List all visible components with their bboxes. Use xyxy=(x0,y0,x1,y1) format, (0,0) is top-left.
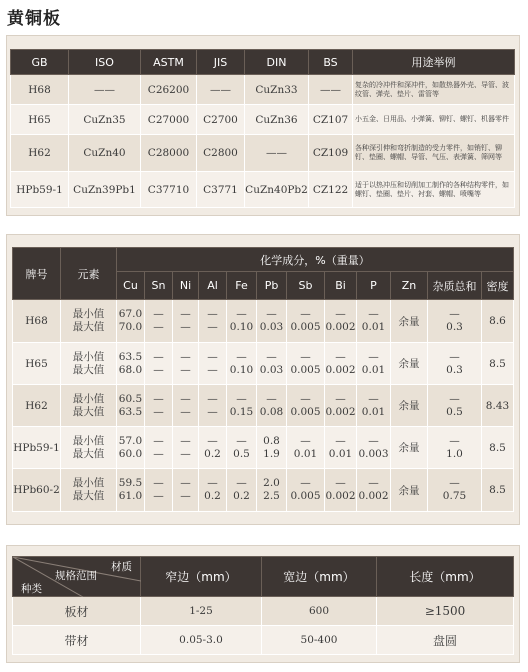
min-value: — xyxy=(368,434,379,447)
max-value: 0.002 xyxy=(325,490,356,502)
max-value: 0.08 xyxy=(259,405,284,418)
table-row xyxy=(13,626,514,655)
max-value: 0.03 xyxy=(259,321,284,333)
header-length: 长度（mm） xyxy=(377,557,514,597)
cell-value xyxy=(325,343,357,385)
header-din: DIN xyxy=(245,50,309,75)
min-value: 0.8 xyxy=(263,434,280,447)
max-value: 0.15 xyxy=(229,405,254,418)
impurity-min: — xyxy=(449,308,460,320)
header-density: 密度 xyxy=(482,272,514,300)
min-value: — xyxy=(300,434,311,447)
specs-panel xyxy=(6,545,520,663)
cell-value xyxy=(173,343,199,385)
cell-value xyxy=(199,300,227,343)
cell-value xyxy=(325,385,357,427)
header-composition: 化学成分，%（重量） xyxy=(117,248,514,272)
cell-bs: —— xyxy=(309,75,353,105)
min-value: 67.0 xyxy=(118,308,143,320)
header-sn: Sn xyxy=(145,272,173,300)
max-label: 最大值 xyxy=(72,447,105,460)
header-astm: ASTM xyxy=(141,50,197,75)
max-value: — xyxy=(153,321,164,333)
max-value: — xyxy=(180,363,191,376)
cell-grade xyxy=(13,469,61,512)
min-value: — xyxy=(207,477,218,489)
cell-gb: HPb59-1 xyxy=(11,172,69,208)
min-value: — xyxy=(207,308,218,320)
header-usage: 用途举例 xyxy=(353,50,515,75)
cell-value xyxy=(257,343,287,385)
density-value: 8.5 xyxy=(489,484,506,496)
min-value: — xyxy=(335,308,346,320)
max-value: 0.005 xyxy=(290,490,321,502)
cell-narrow: 1-25 xyxy=(141,597,262,626)
impurity-min: — xyxy=(449,350,460,363)
cell-grade xyxy=(13,343,61,385)
cell-wide: 50-400 xyxy=(262,626,377,655)
max-value: 61.0 xyxy=(118,490,143,502)
cell-impurities xyxy=(428,427,482,469)
min-value: — xyxy=(207,392,218,405)
min-value: — xyxy=(180,308,191,320)
cell-astm: C37710 xyxy=(141,172,197,208)
cell-type: 带材 xyxy=(13,626,141,655)
cell-value xyxy=(257,427,287,469)
impurity-max: 1.0 xyxy=(446,447,463,460)
cell-length: ≥1500 xyxy=(377,597,514,626)
min-value: — xyxy=(236,308,247,320)
max-value: — xyxy=(153,363,164,376)
cell-usage: 各种深引伸和弯折制造的受力零件，如销钉、铆钉、垫圈、螺帽、导管、气压、表弹簧、筛网等 xyxy=(353,135,515,172)
min-value: — xyxy=(207,434,218,447)
min-value: — xyxy=(180,434,191,447)
composition-header-row xyxy=(13,248,514,272)
header-sb: Sb xyxy=(287,272,325,300)
min-label: 最小值 xyxy=(72,434,105,447)
min-value: — xyxy=(236,434,247,447)
impurity-max: 0.75 xyxy=(442,490,467,502)
cell-grade xyxy=(13,385,61,427)
cell-astm: C26200 xyxy=(141,75,197,105)
min-value: — xyxy=(335,392,346,405)
max-value: 0.01 xyxy=(361,363,386,376)
header-element: 元素 xyxy=(61,248,117,300)
max-value: — xyxy=(153,405,164,418)
header-ni: Ni xyxy=(173,272,199,300)
max-value: 0.002 xyxy=(325,363,356,376)
cell-impurities xyxy=(428,469,482,512)
page-title: 黄铜板 xyxy=(7,9,61,29)
cell-value xyxy=(145,385,173,427)
composition-table xyxy=(12,247,514,512)
cell-zn xyxy=(391,343,428,385)
min-value: — xyxy=(153,477,164,489)
cell-value xyxy=(173,469,199,512)
min-value: — xyxy=(153,308,164,320)
cell-value xyxy=(145,343,173,385)
min-value: — xyxy=(335,350,346,363)
cell-bs: CZ109 xyxy=(309,135,353,172)
cell-astm: C28000 xyxy=(141,135,197,172)
cell-value xyxy=(173,385,199,427)
cell-gb: H68 xyxy=(11,75,69,105)
header-diagonal xyxy=(13,557,141,597)
table-row xyxy=(13,300,514,343)
max-value: 2.5 xyxy=(263,490,280,502)
standards-table xyxy=(10,49,515,208)
min-value: — xyxy=(266,350,277,363)
cell-iso: CuZn40 xyxy=(69,135,141,172)
max-value: 0.2 xyxy=(204,447,221,460)
max-value: — xyxy=(180,405,191,418)
header-pb: Pb xyxy=(257,272,287,300)
max-value: 0.003 xyxy=(358,447,389,460)
min-value: — xyxy=(236,392,247,405)
header-al: Al xyxy=(199,272,227,300)
cell-value xyxy=(227,469,257,512)
max-value: 0.005 xyxy=(290,363,321,376)
min-value: — xyxy=(368,308,379,320)
max-value: 60.0 xyxy=(118,447,143,460)
max-label: 最大值 xyxy=(72,405,105,418)
zn-value: 余量 xyxy=(398,400,420,412)
cell-value xyxy=(357,343,391,385)
cell-impurities xyxy=(428,343,482,385)
cell-gb: H62 xyxy=(11,135,69,172)
cell-grade xyxy=(13,427,61,469)
table-row xyxy=(11,105,515,135)
min-value: — xyxy=(153,392,164,405)
header-bi: Bi xyxy=(325,272,357,300)
zn-value: 余量 xyxy=(398,484,420,497)
cell-zn xyxy=(391,300,428,343)
cell-density xyxy=(482,343,514,385)
max-value: 0.005 xyxy=(290,321,321,333)
min-value: — xyxy=(236,350,247,363)
cell-value xyxy=(117,469,145,512)
cell-value xyxy=(357,385,391,427)
cell-density xyxy=(482,469,514,512)
cell-jis: C3771 xyxy=(197,172,245,208)
max-value: 1.9 xyxy=(263,447,280,460)
zn-value: 余量 xyxy=(398,442,420,454)
grade-label: H62 xyxy=(25,399,48,412)
header-narrow: 窄边（mm） xyxy=(141,557,262,597)
cell-value xyxy=(287,469,325,512)
header-type: 种类 xyxy=(21,583,42,595)
header-iso: ISO xyxy=(69,50,141,75)
max-value: — xyxy=(180,490,191,502)
header-gb: GB xyxy=(11,50,69,75)
table-row xyxy=(13,343,514,385)
impurity-min: — xyxy=(449,477,460,489)
max-value: — xyxy=(207,321,218,333)
cell-impurities xyxy=(428,385,482,427)
max-value: 0.01 xyxy=(328,447,353,460)
cell-bs: CZ107 xyxy=(309,105,353,135)
min-value: 60.5 xyxy=(118,392,143,405)
cell-value xyxy=(173,427,199,469)
min-value: — xyxy=(207,350,218,363)
min-value: 59.5 xyxy=(118,477,143,489)
min-value: — xyxy=(153,434,164,447)
max-value: — xyxy=(180,321,191,333)
max-value: — xyxy=(153,490,164,502)
cell-value xyxy=(325,469,357,512)
cell-zn xyxy=(391,469,428,512)
table-row xyxy=(13,597,514,626)
cell-din: CuZn36 xyxy=(245,105,309,135)
min-value: — xyxy=(300,308,311,320)
max-value: — xyxy=(207,363,218,376)
min-label: 最小值 xyxy=(72,308,105,320)
header-fe: Fe xyxy=(227,272,257,300)
cell-wide: 600 xyxy=(262,597,377,626)
cell-zn xyxy=(391,385,428,427)
min-value: — xyxy=(180,477,191,489)
cell-minmax-label xyxy=(61,469,117,512)
min-value: — xyxy=(300,392,311,405)
cell-value xyxy=(199,427,227,469)
cell-usage: 小五金、日用品、小弹簧、铆钉、螺钉、机器零件 xyxy=(353,105,515,135)
table-row xyxy=(11,135,515,172)
min-value: — xyxy=(335,477,346,489)
table-row xyxy=(11,75,515,105)
max-value: 0.10 xyxy=(229,363,254,376)
max-label: 最大值 xyxy=(72,363,105,376)
cell-value xyxy=(357,427,391,469)
cell-jis: C2700 xyxy=(197,105,245,135)
impurity-min: — xyxy=(449,434,460,447)
max-value: 70.0 xyxy=(118,321,143,333)
min-label: 最小值 xyxy=(72,350,105,363)
max-value: 0.10 xyxy=(229,321,254,333)
cell-density xyxy=(482,427,514,469)
density-value: 8.5 xyxy=(489,441,506,454)
density-value: 8.43 xyxy=(485,399,510,412)
max-value: — xyxy=(180,447,191,460)
standards-header-row xyxy=(11,50,515,75)
cell-zn xyxy=(391,427,428,469)
table-row xyxy=(13,385,514,427)
cell-narrow: 0.05-3.0 xyxy=(141,626,262,655)
header-bs: BS xyxy=(309,50,353,75)
min-value: 2.0 xyxy=(263,477,280,489)
specs-header-row xyxy=(13,557,514,597)
max-label: 最大值 xyxy=(72,321,105,333)
zn-value: 余量 xyxy=(398,358,420,370)
cell-value xyxy=(325,300,357,343)
density-value: 8.6 xyxy=(489,315,506,327)
cell-density xyxy=(482,385,514,427)
max-value: 0.2 xyxy=(233,490,250,502)
impurity-min: — xyxy=(449,392,460,405)
max-value: 0.5 xyxy=(233,447,250,460)
header-zn: Zn xyxy=(391,272,428,300)
min-value: — xyxy=(153,350,164,363)
cell-din: —— xyxy=(245,135,309,172)
grade-label: HPb59-1 xyxy=(13,441,60,454)
min-value: — xyxy=(180,392,191,405)
min-value: — xyxy=(368,350,379,363)
max-value: — xyxy=(207,405,218,418)
cell-value xyxy=(227,427,257,469)
cell-value xyxy=(357,300,391,343)
max-value: 0.2 xyxy=(204,490,221,502)
header-range: 规格范围 xyxy=(55,570,97,582)
cell-astm: C27000 xyxy=(141,105,197,135)
header-cu: Cu xyxy=(117,272,145,300)
max-value: 63.5 xyxy=(118,405,143,418)
cell-value xyxy=(199,343,227,385)
cell-value xyxy=(117,385,145,427)
header-p: P xyxy=(357,272,391,300)
cell-value xyxy=(257,300,287,343)
cell-value xyxy=(173,300,199,343)
min-value: — xyxy=(368,477,379,489)
zn-value: 余量 xyxy=(398,315,420,328)
standards-panel xyxy=(6,35,520,216)
cell-minmax-label xyxy=(61,427,117,469)
cell-value xyxy=(117,300,145,343)
header-jis: JIS xyxy=(197,50,245,75)
max-label: 最大值 xyxy=(72,490,105,502)
max-value: 0.002 xyxy=(358,490,389,502)
min-label: 最小值 xyxy=(72,392,105,405)
header-material: 材质 xyxy=(111,561,132,573)
impurity-max: 0.3 xyxy=(446,363,463,376)
max-value: 68.0 xyxy=(118,363,143,376)
min-value: — xyxy=(300,350,311,363)
cell-density xyxy=(482,300,514,343)
min-value: — xyxy=(368,392,379,405)
cell-value xyxy=(227,343,257,385)
min-value: — xyxy=(335,434,346,447)
cell-type: 板材 xyxy=(13,597,141,626)
min-value: — xyxy=(300,477,311,489)
grade-label: HPb60-2 xyxy=(13,484,60,496)
min-value: 57.0 xyxy=(118,434,143,447)
max-value: 0.002 xyxy=(325,321,356,333)
max-value: 0.002 xyxy=(325,405,356,418)
composition-panel xyxy=(6,234,520,525)
cell-iso: —— xyxy=(69,75,141,105)
header-grade: 牌号 xyxy=(13,248,61,300)
density-value: 8.5 xyxy=(489,357,506,370)
header-wide: 宽边（mm） xyxy=(262,557,377,597)
cell-value xyxy=(117,427,145,469)
cell-value xyxy=(199,385,227,427)
cell-jis: C2800 xyxy=(197,135,245,172)
cell-value xyxy=(287,427,325,469)
max-value: 0.01 xyxy=(293,447,318,460)
max-value: 0.01 xyxy=(361,321,386,333)
cell-value xyxy=(117,343,145,385)
specs-table xyxy=(12,556,514,655)
cell-iso: CuZn35 xyxy=(69,105,141,135)
cell-value xyxy=(357,469,391,512)
cell-minmax-label xyxy=(61,343,117,385)
min-value: — xyxy=(180,350,191,363)
cell-minmax-label xyxy=(61,300,117,343)
cell-impurities xyxy=(428,300,482,343)
impurity-max: 0.3 xyxy=(446,321,463,333)
cell-bs: CZ122 xyxy=(309,172,353,208)
cell-value xyxy=(257,469,287,512)
min-value: — xyxy=(266,392,277,405)
cell-value xyxy=(145,427,173,469)
table-row xyxy=(13,469,514,512)
cell-length: 盘圆 xyxy=(377,626,514,655)
cell-value xyxy=(257,385,287,427)
cell-usage: 适于以热冲压和切削加工制作的各种结构零件，如螺钉、垫圈、垫片、衬套、螺帽、喷嘴等 xyxy=(353,172,515,208)
max-value: 0.03 xyxy=(259,363,284,376)
grade-label: H65 xyxy=(25,357,48,370)
cell-jis: —— xyxy=(197,75,245,105)
cell-usage: 复杂的冷冲件和深冲件，如散热器外壳、导管、波纹管、弹壳、垫片、雷管等 xyxy=(353,75,515,105)
cell-minmax-label xyxy=(61,385,117,427)
max-value: 0.005 xyxy=(290,405,321,418)
grade-label: H68 xyxy=(25,315,48,327)
table-row xyxy=(11,172,515,208)
min-label: 最小值 xyxy=(72,477,105,489)
min-value: — xyxy=(236,477,247,489)
table-row xyxy=(13,427,514,469)
cell-din: CuZn33 xyxy=(245,75,309,105)
cell-value xyxy=(287,343,325,385)
cell-value xyxy=(227,300,257,343)
header-impurities: 杂质总和 xyxy=(428,272,482,300)
impurity-max: 0.5 xyxy=(446,405,463,418)
cell-value xyxy=(227,385,257,427)
max-value: — xyxy=(153,447,164,460)
cell-value xyxy=(145,469,173,512)
min-value: 63.5 xyxy=(118,350,143,363)
cell-value xyxy=(287,385,325,427)
cell-iso: CuZn39Pb1 xyxy=(69,172,141,208)
cell-grade xyxy=(13,300,61,343)
min-value: — xyxy=(266,308,277,320)
max-value: 0.01 xyxy=(361,405,386,418)
cell-value xyxy=(287,300,325,343)
cell-din: CuZn40Pb2 xyxy=(245,172,309,208)
cell-gb: H65 xyxy=(11,105,69,135)
cell-value xyxy=(325,427,357,469)
cell-value xyxy=(199,469,227,512)
cell-value xyxy=(145,300,173,343)
